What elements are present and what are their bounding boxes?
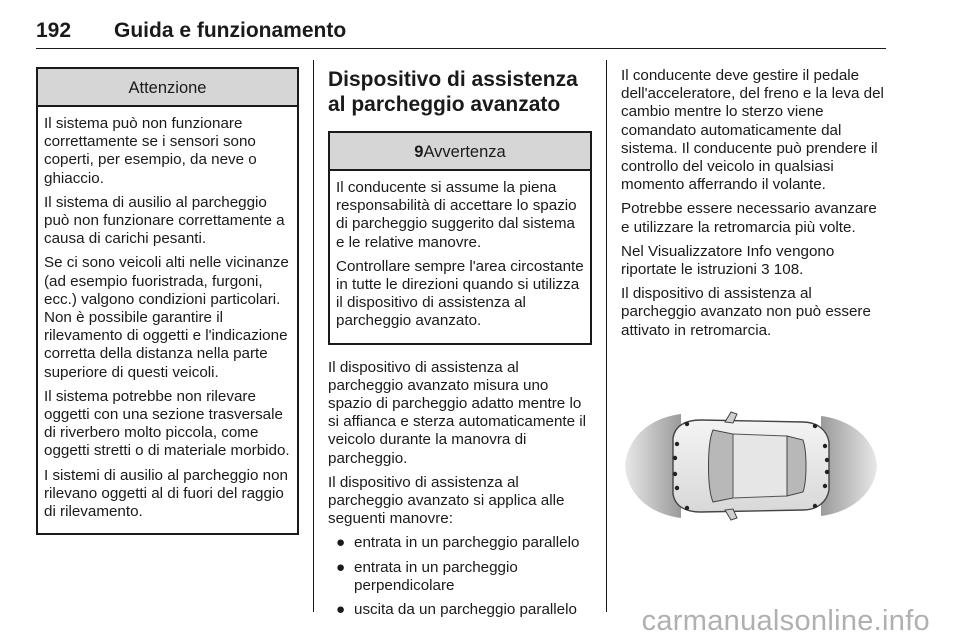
list-item: ● entrata in un parcheggio perpendicolare [336,558,518,594]
column-divider-2 [606,60,607,612]
page-reference-icon[interactable]: 3 [761,261,770,279]
column-divider-1 [313,60,314,612]
attention-paragraph: Il sistema potrebbe non rilevare oggetti con una sezione trasversale di riverbero molto piccola, come oggetti stretti o di materiale morbido. [44,387,290,460]
rear-window-shape [787,436,806,496]
bullet-icon: ● [336,558,346,576]
warning-title-bar [330,133,590,171]
maneuver-list [328,534,592,619]
attention-paragraph: Se ci sono veicoli alti nelle vicinanze (ad esempio fuoristrada, furgoni, ecc.) valgono condizioni particolari. Non è possibile garantire il rilevamento di oggetti e l'indicazione corretta della distanza nella parte superiore di questi veicoli. [44,254,289,381]
attention-paragraph: Il sistema di ausilio al parcheggio può non funzionare correttamente a causa di carichi pesanti. [44,193,285,248]
attention-paragraph: I sistemi di ausilio al parcheggio non rilevano oggetti al di fuori del raggio di rilevamento. [44,466,288,521]
column-left [36,67,299,535]
attention-title: Attenzione [38,69,297,107]
body-paragraph: Il dispositivo di assistenza al parcheggio avanzato non può essere attivato in retromarcia. [621,285,871,339]
warning-paragraph: Il conducente si assume la piena responsabilità di accettare lo spazio di parcheggio suggerito dal sistema e le relative manovre. [336,179,577,251]
list-item: ● entrata in un parcheggio parallelo [336,534,580,552]
section-title: Dispositivo di assistenza al parcheggio avanzato [328,68,578,116]
body-paragraph: Il dispositivo di assistenza al parcheggio avanzato si applica alle seguenti manovre: [328,473,565,528]
warning-body [330,171,590,343]
column-right [621,67,885,346]
body-paragraph: Potrebbe essere necessario avanzare e utilizzare la retromarcia più volte. [621,200,877,236]
parking-sensor-illustration [621,360,885,570]
bullet-icon: ● [336,601,346,619]
chapter-title: Guida e funzionamento [114,19,347,42]
body-paragraph: Il conducente deve gestire il pedale dell'acceleratore, del freno e la leva del cambio mentre lo sterzo viene comandato automaticamente dal sistema. Il conducente può prendere il controllo del veicolo in qualsiasi momento afferrando il volante. [621,67,884,194]
watermark-text: carmanualsonline.info [641,605,930,637]
body-paragraph: Nel Visualizzatore Info vengono riportate le istruzioni 3 108. [621,242,835,279]
warning-paragraph: Controllare sempre l'area circostante in tutte le direzioni quando si utilizza il dispositivo di assistenza al parcheggio avanzato. [336,257,584,330]
attention-paragraph: Il sistema può non funzionare correttamente se i sensori sono coperti, per esempio, da neve o ghiaccio. [44,115,257,187]
car-sensor-diagram [621,360,885,570]
warning-icon: 9 [414,143,424,161]
warning-box [328,131,592,345]
page-number: 192 [36,19,72,42]
column-middle [328,67,592,625]
body-paragraph: Il dispositivo di assistenza al parcheggio avanzato misura uno spazio di parcheggio adatto mentre lo si affianca e sterza automaticamente il veicolo durante la manovra di parcheggio. [328,358,587,467]
windshield-shape [709,430,734,502]
page-header [36,14,886,49]
attention-box [36,67,299,535]
roof-shape [733,434,787,498]
list-item: ● uscita da un parcheggio parallelo [336,601,577,619]
warning-title: Avvertenza [423,143,506,161]
bullet-icon: ● [336,534,346,552]
attention-body [38,107,297,533]
